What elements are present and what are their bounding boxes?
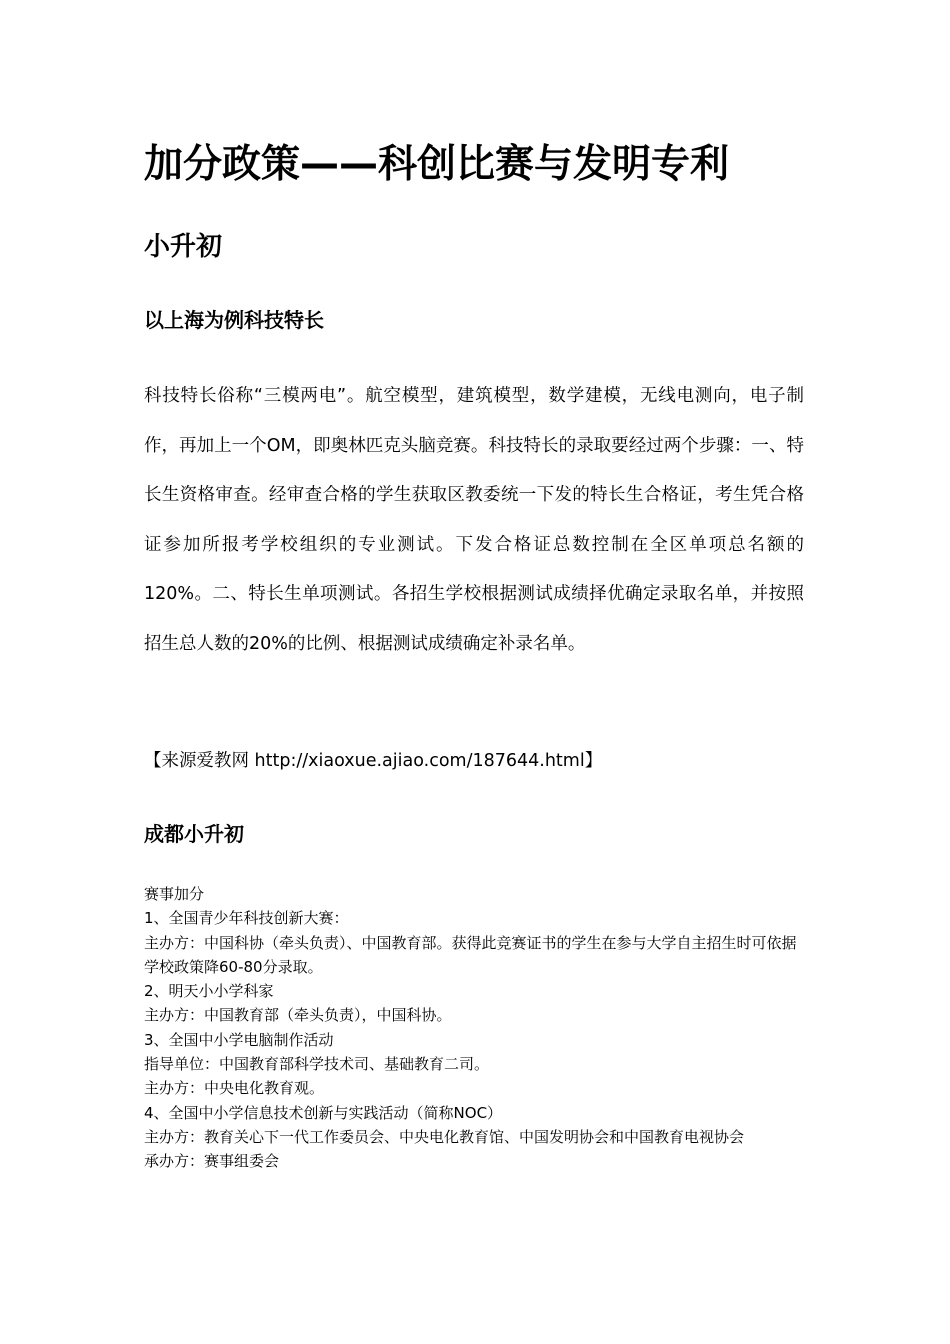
list-item: 3、全国中小学电脑制作活动: [144, 1030, 334, 1049]
source-note: 【来源爱教网 http://xiaoxue.ajiao.com/187644.html】: [144, 751, 603, 771]
list-item: 主办方：中国科协（牵头负责）、中国教育部。获得此竞赛证书的学生在参与大学自主招生时可依据学校政策降60-80分录取。: [144, 933, 797, 976]
subsection-heading-chengdu: 成都小升初: [144, 822, 244, 846]
list-item: 指导单位：中国教育部科学技术司、基础教育二司。: [144, 1055, 490, 1074]
list-item: 2、明天小小学科家: [144, 982, 274, 1001]
subsection-heading-shanghai: 以上海为例科技特长: [144, 308, 324, 332]
list-item: 主办方：中国教育部（牵头负责），中国科协。: [144, 1006, 452, 1025]
list-item: 赛事加分: [144, 885, 205, 903]
chengdu-list: [144, 882, 809, 1174]
list-item: 4、全国中小学信息技术创新与实践活动（简称NOC）: [144, 1103, 503, 1122]
list-item: 主办方：教育关心下一代工作委员会、中央电化教育馆、中国发明协会和中国教育电视协会: [144, 1127, 745, 1146]
list-item: 承办方：赛事组委会: [144, 1152, 280, 1171]
shanghai-paragraph: 科技特长俗称“三模两电”。航空模型，建筑模型，数学建模，无线电测向，电子制作，再加上一个OM，即奥林匹克头脑竞赛。科技特长的录取要经过两个步骤：一、特长生资格审查。经审查合格的学生获取区教委统一下发的特长生合格证，考生凭合格证参加所报考学校组织的专业测试。下发合格证总数控制在全区单项总名额的120%。二、特长生单项测试。各招生学校根据测试成绩择优确定录取名单，并按照招生总人数的20%的比例、根据测试成绩确定补录名单。: [144, 386, 804, 654]
section-heading: 小升初: [144, 232, 223, 262]
list-item: 主办方：中央电化教育观。: [144, 1079, 325, 1098]
document-title: 加分政策——科创比赛与发明专利: [144, 142, 730, 187]
list-item: 1、全国青少年科技创新大赛：: [144, 909, 349, 928]
